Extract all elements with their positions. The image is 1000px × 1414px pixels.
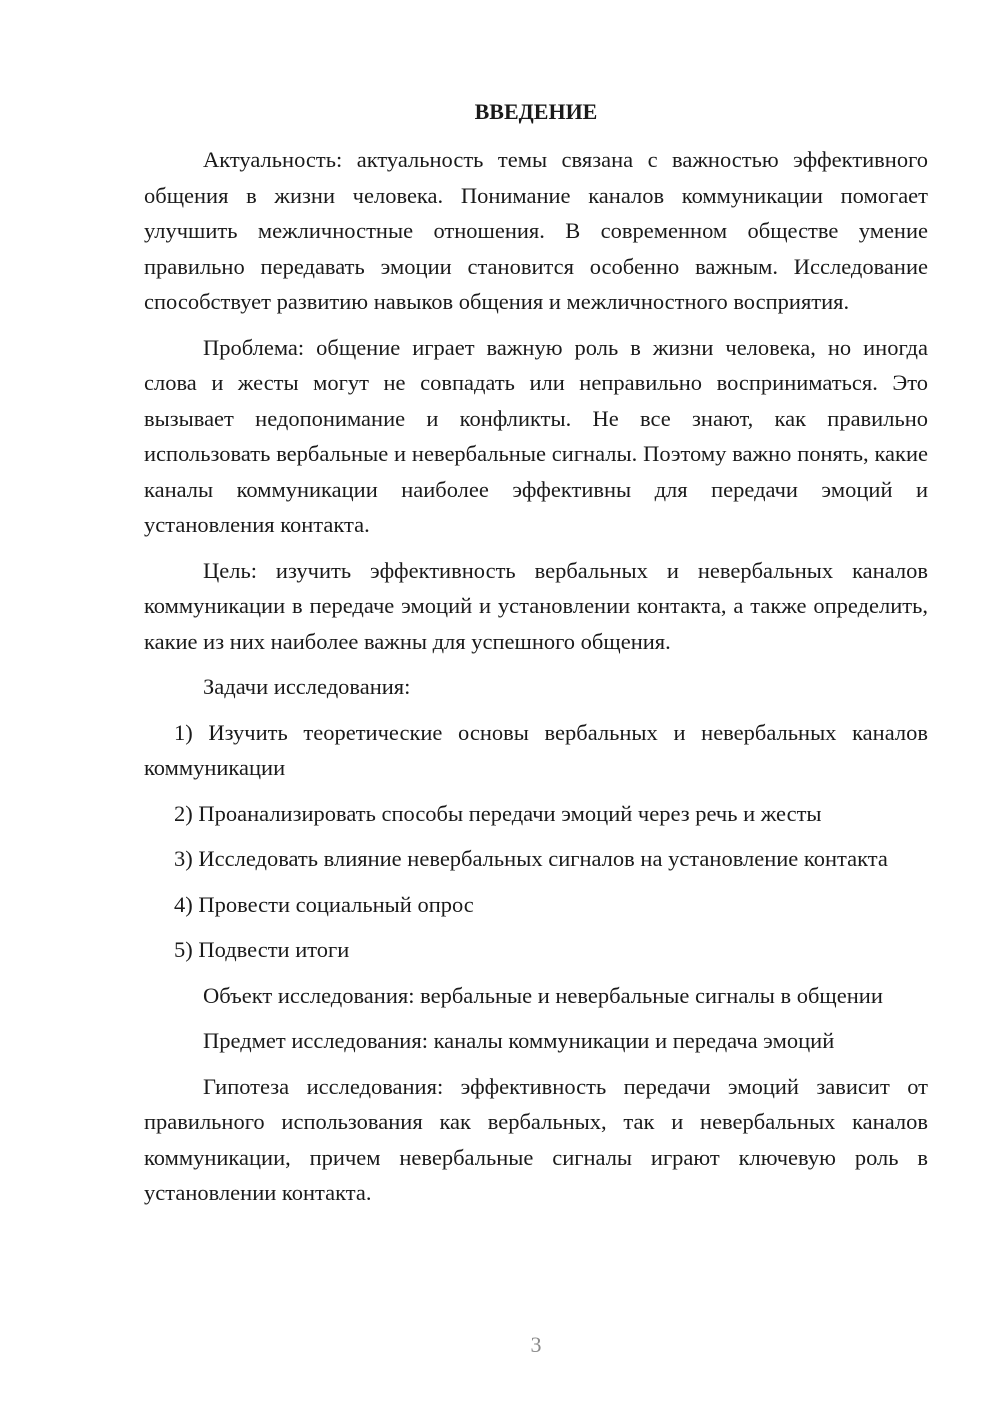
relevance-paragraph: Актуальность: актуальность темы связана с важностью эффективного общения в жизни человека. Понимание каналов коммуникации помогает улучшить межличностные отношения. В современном обществе умение правильно передавать эмоции становится особенно важным. Исследование способствует развитию навыков общения и межличностного восприятия. <box>144 147 928 314</box>
page-content <box>144 96 928 1221</box>
task-item: 5) Подвести итоги <box>174 937 350 962</box>
task-item: 3) Исследовать влияние невербальных сигналов на установление контакта <box>174 846 888 871</box>
page-number: 3 <box>530 1332 542 1357</box>
task-item: 1) Изучить теоретические основы вербальных и невербальных каналов коммуникации <box>144 719 928 780</box>
hypothesis-paragraph: Гипотеза исследования: эффективность передачи эмоций зависит от правильного использования как вербальных, так и невербальных каналов коммуникации, причем невербальные сигналы играют ключевую роль в установлении контакта. <box>144 1073 928 1205</box>
task-item: 4) Провести социальный опрос <box>174 891 474 917</box>
subject-paragraph: Предмет исследования: каналы коммуникации и передача эмоций <box>203 1028 835 1053</box>
problem-paragraph: Проблема: общение играет важную роль в жизни человека, но иногда слова и жесты могут не совпадать или неправильно восприниматься. Это вызывает недопонимание и конфликты. Не все знают, как правильно использовать вербальные и невербальные сигналы. Поэтому важно понять, какие каналы коммуникации наиболее эффективны для передачи эмоций и установления контакта. <box>144 334 928 537</box>
task-item: 2) Проанализировать способы передачи эмоций через речь и жесты <box>174 800 822 826</box>
tasks-heading: Задачи исследования: <box>203 674 411 699</box>
section-title: ВВЕДЕНИЕ <box>474 99 598 124</box>
object-paragraph: Объект исследования: вербальные и невербальные сигналы в общении <box>203 982 883 1008</box>
goal-paragraph: Цель: изучить эффективность вербальных и невербальных каналов коммуникации в передаче эмоций и установлении контакта, а также определить, какие из них наиболее важны для успешного общения. <box>144 557 928 654</box>
